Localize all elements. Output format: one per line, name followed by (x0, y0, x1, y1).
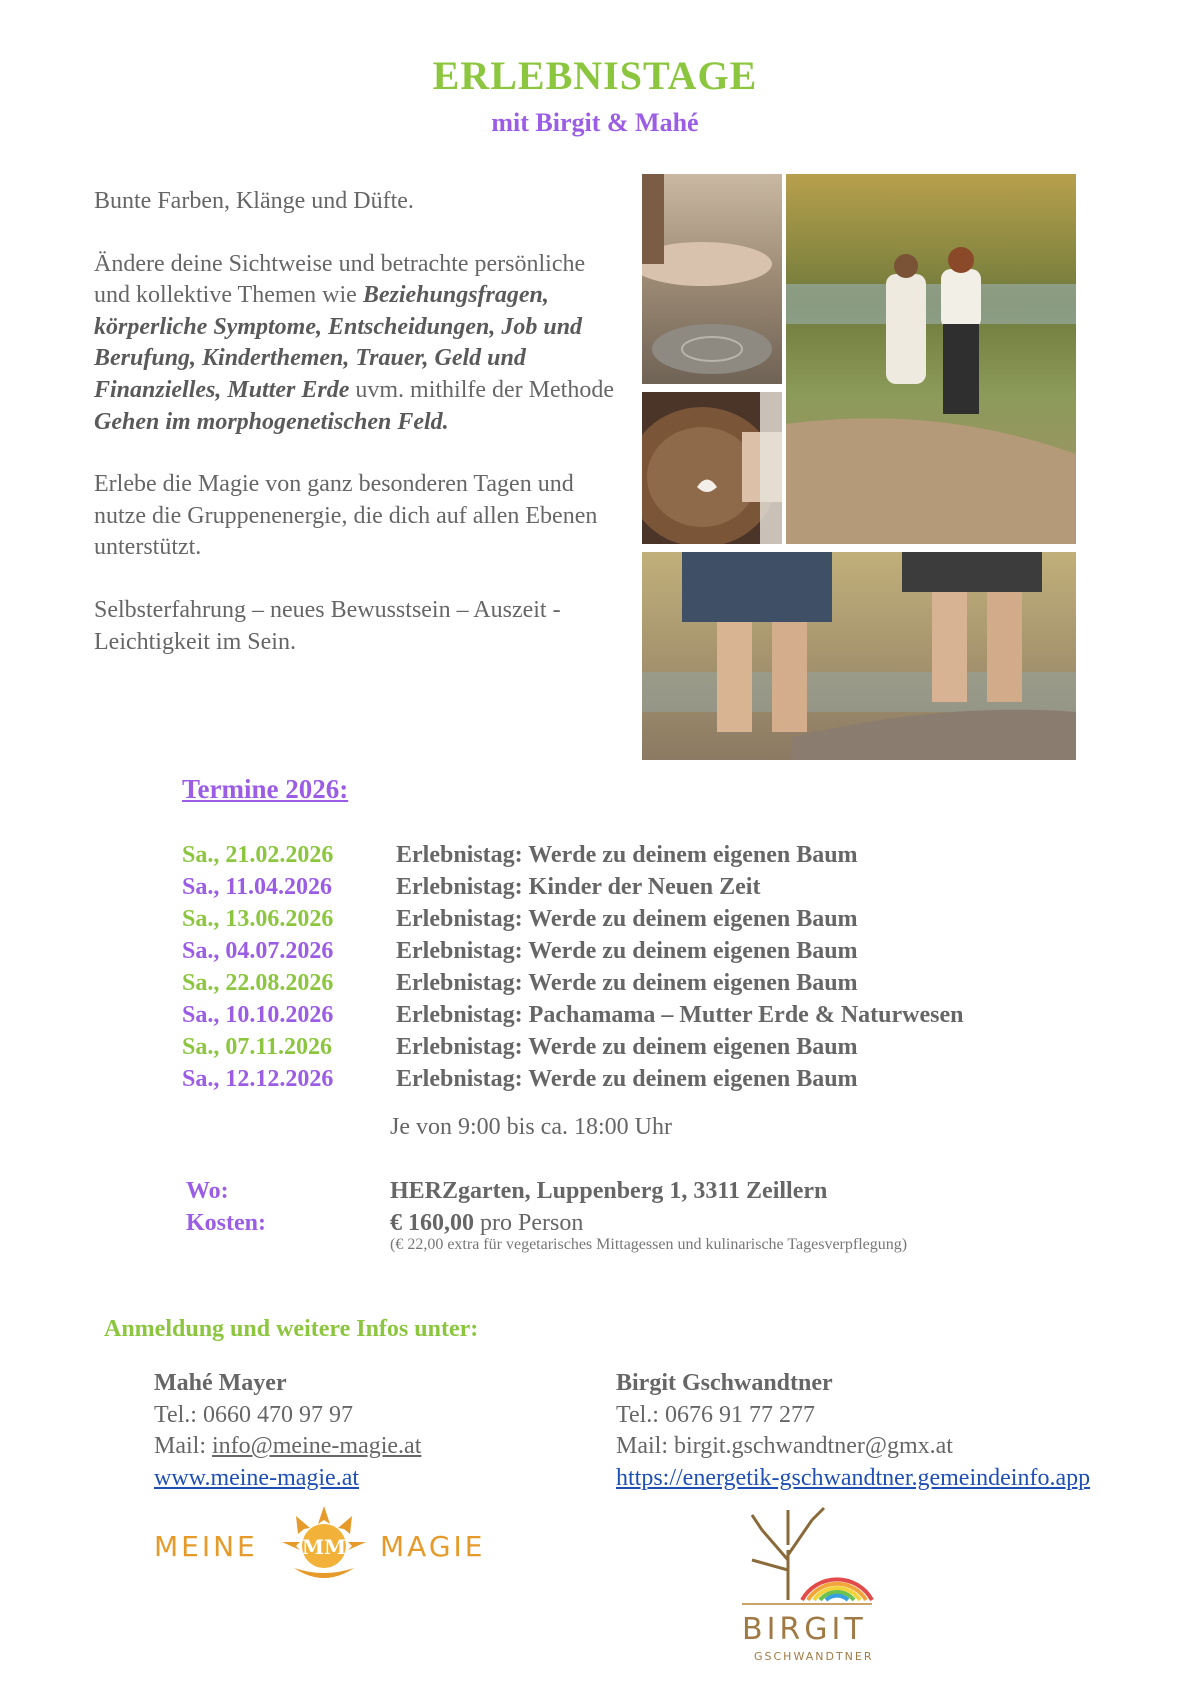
logo-birgit-sub: GSCHWANDTNER (754, 1650, 874, 1663)
intro-p2-mid: uvm. mithilfe der Methode (349, 376, 614, 403)
intro-paragraph-4: Selbsterfahrung – neues Bewusstsein – Auszeit - Leichtigkeit im Sein. (94, 596, 561, 655)
event-date: Sa., 12.12.2026 (182, 1066, 334, 1092)
logo-emblem: MM (301, 1535, 347, 1559)
photo-hands-water (642, 174, 782, 384)
intro-p2-start: Ändere deine Sichtweise und betrachte persönliche und kollektive Themen wie (94, 250, 586, 309)
location-value: HERZgarten, Luppenberg 1, 3311 Zeillern (390, 1178, 828, 1204)
tree-rainbow-icon (732, 1500, 882, 1610)
page-subtitle: mit Birgit & Mahé (491, 108, 699, 137)
page-title: ERLEBNISTAGE (432, 53, 758, 98)
event-title: Erlebnistag: Werde zu deinem eigenen Baum (396, 938, 858, 964)
contact-birgit (616, 1368, 1090, 1494)
contact-name: Birgit Gschwandtner (616, 1370, 833, 1396)
photo-barefoot-feet (642, 552, 1076, 760)
meine-magie-logo (154, 1502, 494, 1588)
intro-paragraph-1: Bunte Farben, Klänge und Düfte. (94, 188, 414, 214)
event-title: Erlebnistag: Werde zu deinem eigenen Baum (396, 1066, 858, 1092)
logo-text-left: MEINE (154, 1530, 258, 1563)
website-link[interactable]: https://energetik-gschwandtner.gemeindeinfo.app (616, 1464, 1091, 1491)
contact-tel: Tel.: 0676 91 77 277 (616, 1401, 815, 1428)
photo-women-walking (786, 174, 1076, 544)
event-title: Erlebnistag: Kinder der Neuen Zeit (396, 874, 761, 900)
event-title: Erlebnistag: Werde zu deinem eigenen Baum (396, 842, 858, 868)
event-date: Sa., 21.02.2026 (182, 842, 334, 868)
contact-mahe (154, 1368, 421, 1494)
intro-text (94, 186, 614, 689)
logo-text-right: MAGIE (380, 1530, 486, 1563)
contact-mail (154, 1431, 421, 1463)
cost-suffix: pro Person (474, 1210, 584, 1236)
registration-heading: Anmeldung und weitere Infos unter: (104, 1316, 479, 1342)
termine-heading: Termine 2026: (182, 774, 349, 804)
birgit-logo (732, 1500, 882, 1668)
intro-topics: Beziehungsfragen, körperliche Symptome, Entscheidungen, Job und Berufung, Kinderthemen, Trauer, Geld und Finanzielles, Mutter Erde (94, 282, 583, 403)
contact-name: Mahé Mayer (154, 1370, 287, 1396)
mail-link[interactable]: info@meine-magie.at (212, 1433, 422, 1459)
website-link[interactable]: www.meine-magie.at (154, 1464, 360, 1491)
contact-mail: Mail: birgit.gschwandtner@gmx.at (616, 1433, 953, 1459)
cost-price: € 160,00 (390, 1210, 474, 1236)
event-date: Sa., 22.08.2026 (182, 970, 334, 996)
photo-drum-hands (642, 392, 782, 544)
event-title: Erlebnistag: Werde zu deinem eigenen Baum (396, 906, 858, 932)
intro-paragraph-3: Erlebe die Magie von ganz besonderen Tagen und nutze die Gruppenenergie, die dich auf allen Ebenen unterstützt. (94, 471, 598, 561)
event-title: Erlebnistag: Werde zu deinem eigenen Baum (396, 1034, 858, 1060)
event-date: Sa., 10.10.2026 (182, 1002, 334, 1028)
event-time: Je von 9:00 bis ca. 18:00 Uhr (390, 1114, 672, 1140)
intro-paragraph-2 (94, 249, 614, 439)
event-date: Sa., 04.07.2026 (182, 938, 334, 964)
cost-label: Kosten: (186, 1210, 266, 1236)
contact-tel: Tel.: 0660 470 97 97 (154, 1401, 353, 1428)
mail-label: Mail: (154, 1433, 212, 1459)
event-date: Sa., 13.06.2026 (182, 906, 334, 932)
location-label: Wo: (186, 1178, 229, 1204)
logo-birgit-name: BIRGIT (742, 1612, 867, 1647)
lotus-mandala-icon (276, 1502, 372, 1588)
event-date: Sa., 11.04.2026 (182, 874, 333, 900)
event-title: Erlebnistag: Werde zu deinem eigenen Baum (396, 970, 858, 996)
cost-value (390, 1210, 583, 1237)
cost-note: (€ 22,00 extra für vegetarisches Mittagessen und kulinarische Tagesverpflegung) (390, 1236, 908, 1253)
intro-method: Gehen im morphogenetischen Feld. (94, 408, 449, 435)
event-date: Sa., 07.11.2026 (182, 1034, 333, 1060)
event-title: Erlebnistag: Pachamama – Mutter Erde & Naturwesen (396, 1002, 964, 1028)
